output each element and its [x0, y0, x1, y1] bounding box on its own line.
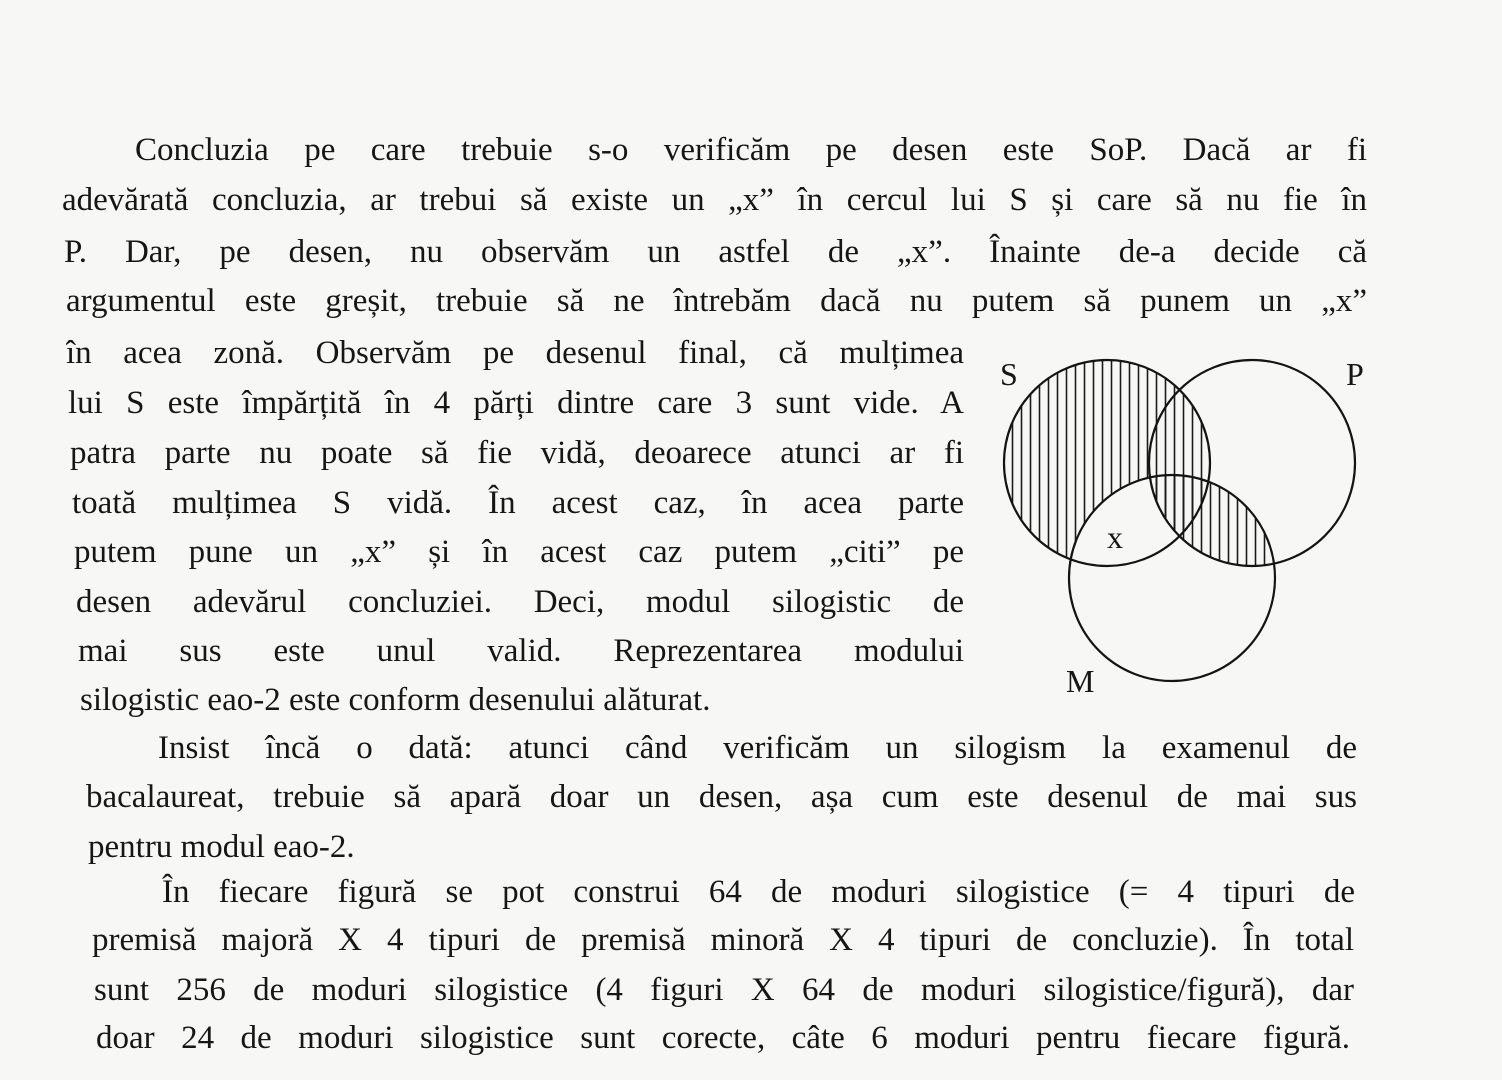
paragraph2-line-1: Insist încă o dată: atunci când verificăm un silogism la examenul de: [158, 730, 1357, 766]
paragraph3-line-1: În fiecare figură se pot construi 64 de moduri silogistice (= 4 tipuri de: [162, 874, 1355, 910]
label-m: M: [1066, 663, 1095, 699]
label-s: S: [1000, 356, 1018, 392]
label-p: P: [1346, 356, 1364, 392]
paragraph3-line-2: premisă majoră X 4 tipuri de premisă minoră X 4 tipuri de concluzie). În total: [92, 922, 1354, 958]
paragraph1-line-8: toată mulțimea S vidă. În acest caz, în acea parte: [72, 485, 964, 521]
paragraph1-line-5: în acea zonă. Observăm pe desenul final, că mulțimea: [66, 335, 964, 371]
label-x: x: [1107, 519, 1123, 555]
paragraph1-line-7: patra parte nu poate să fie vidă, deoarece atunci ar fi: [70, 435, 964, 471]
paragraph1-line-6: lui S este împărțită în 4 părți dintre care 3 sunt vide. A: [68, 385, 964, 421]
paragraph2-line-3: pentru modul eao-2.: [88, 829, 355, 865]
venn-diagram: [995, 345, 1375, 710]
paragraph3-line-3: sunt 256 de moduri silogistice (4 figuri X 64 de moduri silogistice/figură), dar: [94, 972, 1354, 1008]
paragraph1-line-4: argumentul este greșit, trebuie să ne întrebăm dacă nu putem să punem un „x”: [66, 283, 1367, 319]
paragraph2-line-2: bacalaureat, trebuie să apară doar un desen, așa cum este desenul de mai sus: [86, 779, 1357, 815]
paragraph1-line-12: silogistic eao-2 este conform desenului alăturat.: [80, 682, 711, 718]
paragraph3-line-4: doar 24 de moduri silogistice sunt corecte, câte 6 moduri pentru fiecare figură.: [96, 1020, 1350, 1056]
paragraph1-line-10: desen adevărul concluziei. Deci, modul silogistic de: [76, 584, 964, 620]
paragraph1-line-3: P. Dar, pe desen, nu observăm un astfel de „x”. Înainte de-a decide că: [64, 234, 1367, 270]
paragraph1-line-11: mai sus este unul valid. Reprezentarea modului: [78, 633, 964, 669]
paragraph1-line-1: Concluzia pe care trebuie s-o verificăm pe desen este SoP. Dacă ar fi: [135, 132, 1367, 168]
paragraph1-line-9: putem pune un „x” și în acest caz putem „citi” pe: [74, 534, 964, 570]
paragraph1-line-2: adevărată concluzia, ar trebui să existe un „x” în cercul lui S și care să nu fie în: [62, 182, 1367, 218]
